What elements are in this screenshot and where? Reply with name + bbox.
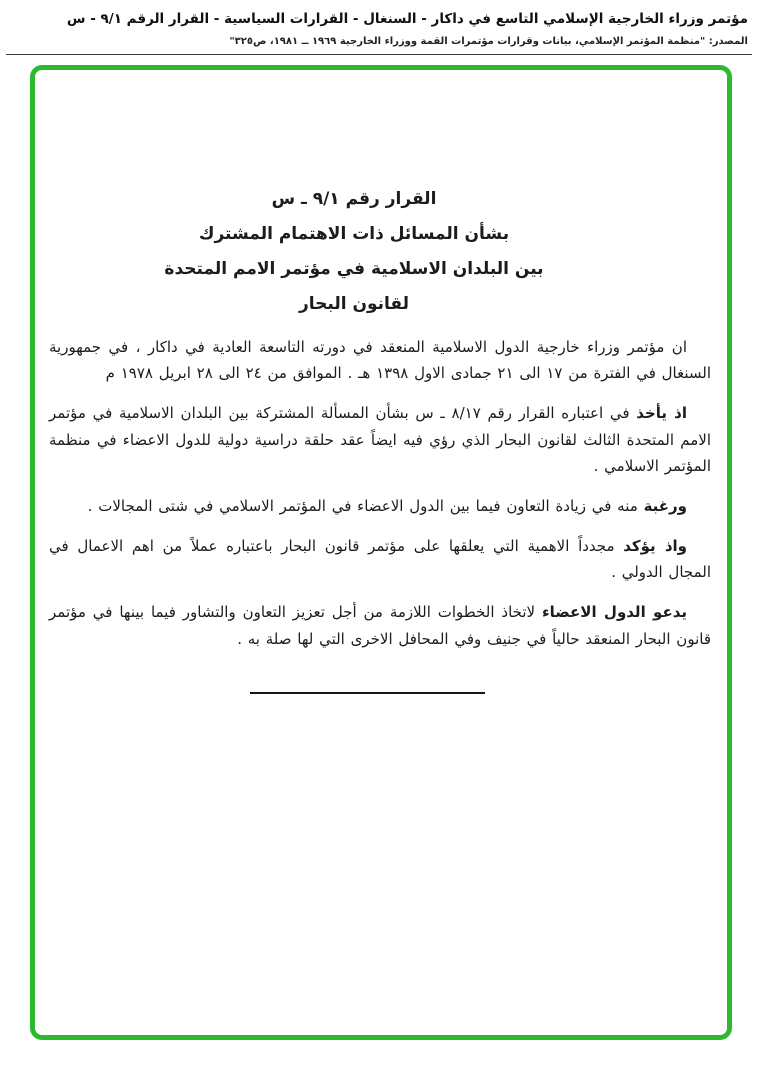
paragraph-reaffirming xyxy=(49,533,711,586)
paragraph-lead: ورغبة xyxy=(643,496,687,515)
header-source: المصدر: "منظمة المؤتمر الإسلامي، بيانات وقرارات مؤتمرات القمة ووزراء الخارجية ١٩٦٩ ــ ١٩٨١، ص٣٢٥" xyxy=(229,35,748,47)
paragraph-text: في اعتباره القرار رقم ٨/١٧ ـ س بشأن المسألة المشتركة بين البلدان الاسلامية في مؤتمر الامم المتحدة الثالث لقانون البحار الذي رؤي فيه ايضاً عقد حلقة دراسية دولية للدول الاعضاء في منظمة المؤتمر الاسلامي . xyxy=(49,403,711,476)
paragraph-text: مجدداً الاهمية التي يعلقها على مؤتمر قانون البحار باعتباره عملاً من اهم الاعمال في المجال الدولي . xyxy=(49,536,711,582)
scan-frame xyxy=(30,65,732,1040)
header-title: مؤتمر وزراء الخارجية الإسلامي التاسع في داكار - السنغال - القرارات السياسية - القرار الرقم ٩/١ - س xyxy=(66,11,748,27)
document-header xyxy=(0,0,758,47)
paragraph-lead: واذ يؤكد xyxy=(623,536,687,555)
title-line-scope: بين البلدان الاسلامية في مؤتمر الامم المتحدة xyxy=(164,258,544,279)
header-divider xyxy=(6,54,752,55)
paragraph-recalling xyxy=(49,400,711,480)
paragraph-text: منه في زيادة التعاون فيما بين الدول الاعضاء في المؤتمر الاسلامي في شتى المجالات . xyxy=(87,496,638,515)
title-line-subject: بشأن المسائل ذات الاهتمام المشترك xyxy=(198,223,510,244)
paragraph-text: لاتخاذ الخطوات اللازمة من أجل تعزيز التعاون والتشاور فيما بينها في مؤتمر قانون البحار المنعقد حالياً في جنيف وفي المحافل الاخرى التي لها صلة به . xyxy=(49,603,711,648)
title-line-law-of-the-sea: لقانون البحار xyxy=(298,293,410,314)
signature-line xyxy=(250,692,485,694)
resolution-document xyxy=(35,70,727,695)
title-line-resolution-number: القرار رقم ٩/١ ـ س xyxy=(271,188,437,209)
paragraph-lead: اذ يأخذ xyxy=(636,403,687,422)
paragraph-lead: يدعو الدول الاعضاء xyxy=(541,603,687,622)
paragraph-preamble xyxy=(49,334,711,387)
paragraph-invites xyxy=(49,599,711,652)
paragraph-desiring xyxy=(49,493,711,520)
paragraph-text: ان مؤتمر وزراء خارجية الدول الاسلامية المنعقد في دورته التاسعة العادية في داكار ، في جمهورية السنغال في الفترة من ١٧ الى ٢١ جمادى الاول ١٣٩٨ هـ . الموافق من ٢٤ الى ٢٨ ابريل ١٩٧٨ م xyxy=(49,337,711,383)
resolution-title xyxy=(23,182,685,322)
